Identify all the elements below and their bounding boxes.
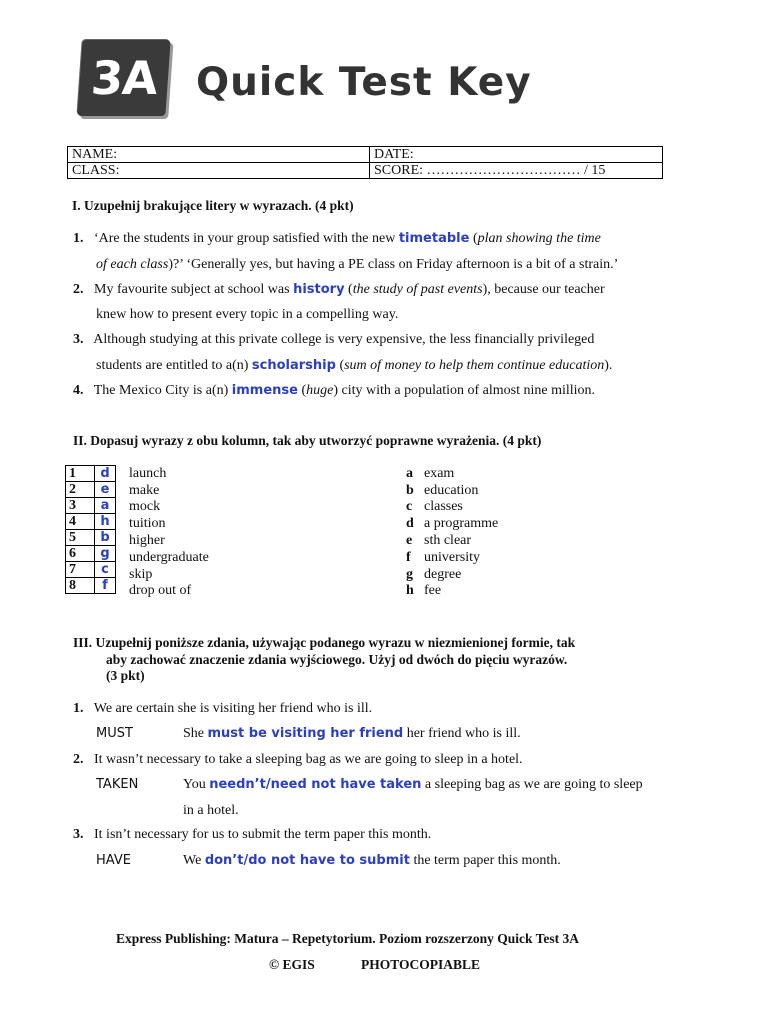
- unit-badge: [77, 40, 170, 116]
- score-cell: [370, 163, 663, 179]
- grid-number: 6: [66, 546, 95, 562]
- right-word: [406, 583, 441, 599]
- grid-row: [66, 546, 116, 562]
- answer: timetable: [398, 231, 470, 246]
- item-text: You: [183, 777, 210, 792]
- left-word: tuition: [129, 516, 166, 531]
- grid-answer: h: [95, 514, 116, 530]
- grid-answer: c: [95, 562, 116, 578]
- grid-number: 4: [66, 514, 95, 530]
- item-text: ), because our teacher: [482, 282, 605, 297]
- item-text: ) city with a population of almost nine million.: [333, 383, 596, 398]
- item-number: 2.: [73, 752, 84, 767]
- right-text: fee: [424, 583, 442, 598]
- item-text: students are entitled to a(n): [96, 358, 252, 373]
- item-text: We are certain she is visiting her friend who is ill.: [93, 701, 373, 716]
- right-text: degree: [424, 567, 462, 582]
- s1-item-2-line2: knew how to present every topic in a compelling way.: [96, 307, 399, 322]
- right-letter: c: [406, 499, 413, 514]
- grid-number: 8: [66, 578, 95, 594]
- grid-number: 1: [66, 466, 95, 482]
- grid-answer: f: [95, 578, 116, 594]
- student-info-table: [67, 146, 663, 179]
- item-text: (: [348, 282, 353, 297]
- item-text: the term paper this month.: [409, 853, 561, 868]
- section-1-heading: I. Uzupełnij brakujące litery w wyrazach. (4 pkt): [72, 198, 354, 213]
- item-number: 3.: [73, 332, 84, 347]
- right-text: education: [424, 483, 479, 498]
- item-number: 1.: [73, 231, 84, 246]
- item-text: (: [301, 383, 307, 398]
- footer-publisher: Express Publishing: Matura – Repetytorium. Poziom rozszerzony Quick Test 3A: [116, 931, 579, 946]
- right-word: [406, 466, 454, 482]
- grid-row: [66, 498, 116, 514]
- grid-answer: g: [95, 546, 116, 562]
- item-text: ).: [604, 358, 613, 373]
- match-answer-grid: [65, 465, 116, 594]
- answer: needn’t/need not have taken: [209, 777, 422, 792]
- s1-item-1-line1: [73, 231, 601, 247]
- answer: scholarship: [251, 358, 336, 373]
- right-word: [406, 516, 498, 532]
- s1-item-4: [73, 383, 595, 399]
- definition: huge: [306, 383, 334, 398]
- right-text: sth clear: [424, 533, 472, 548]
- date-cell: DATE:: [370, 147, 663, 163]
- answer: immense: [231, 383, 298, 398]
- right-letter: b: [406, 483, 414, 498]
- keyword: MUST: [96, 726, 133, 741]
- item-text: She: [183, 726, 208, 741]
- s3-item-1-sentence: [73, 701, 372, 717]
- definition: plan showing the time: [477, 231, 601, 246]
- item-text: Although studying at this private college is very expensive, the less financially privileged: [93, 332, 595, 347]
- grid-number: 3: [66, 498, 95, 514]
- item-number: 4.: [73, 383, 84, 398]
- left-word: mock: [129, 499, 161, 514]
- right-letter: g: [406, 567, 413, 582]
- definition: sum of money to help them continue education: [344, 358, 605, 373]
- s1-item-3-line1: [73, 332, 594, 348]
- s1-item-1-line2: [96, 257, 618, 273]
- answer: don’t/do not have to submit: [204, 853, 410, 868]
- page-title: Quick Test Key: [196, 60, 532, 105]
- right-word: [406, 483, 478, 499]
- s3-item-2-answer-line: [183, 777, 643, 793]
- grid-row: [66, 530, 116, 546]
- s3-item-3-answer-line: [183, 853, 561, 869]
- grid-row: [66, 514, 116, 530]
- item-text: ‘Are the students in your group satisfied with the new: [94, 231, 399, 246]
- section-3-heading-line2: aby zachować znaczenie zdania wyjściowego. Użyj od dwóch do pięciu wyrazów.: [106, 652, 568, 667]
- item-text: The Mexico City is a(n): [93, 383, 232, 398]
- s3-item-3-sentence: [73, 827, 431, 843]
- class-cell: CLASS:: [68, 163, 370, 179]
- item-text: We: [183, 853, 205, 868]
- item-text: her friend who is ill.: [403, 726, 521, 741]
- s3-item-2-line3: in a hotel.: [183, 803, 239, 818]
- item-text: It isn’t necessary for us to submit the term paper this month.: [94, 827, 432, 842]
- right-text: university: [424, 550, 480, 565]
- grid-answer: d: [95, 466, 116, 482]
- right-letter: e: [406, 533, 413, 548]
- grid-number: 5: [66, 530, 95, 546]
- keyword: TAKEN: [96, 777, 139, 792]
- s3-item-2-sentence: [73, 752, 523, 768]
- left-word: higher: [129, 533, 165, 548]
- grid-row: [66, 466, 116, 482]
- grid-answer: b: [95, 530, 116, 546]
- item-text: (: [472, 231, 478, 246]
- left-word: make: [129, 483, 160, 498]
- answer: must be visiting her friend: [207, 726, 404, 741]
- s3-item-1-answer-line: [183, 726, 521, 742]
- grid-row: [66, 578, 116, 594]
- definition: of each class: [96, 257, 169, 272]
- grid-answer: e: [95, 482, 116, 498]
- left-word: undergraduate: [129, 550, 209, 565]
- item-number: 3.: [73, 827, 84, 842]
- right-word: [406, 533, 471, 549]
- item-text: It wasn’t necessary to take a sleeping bag as we are going to sleep in a hotel.: [94, 752, 523, 767]
- unit-badge-text: 3A: [89, 51, 159, 105]
- item-number: 2.: [73, 282, 84, 297]
- item-text: (: [339, 358, 345, 373]
- right-letter: a: [406, 466, 413, 481]
- right-letter: f: [406, 550, 411, 565]
- score-text: SCORE: …………………………… / 15: [374, 163, 606, 178]
- s1-item-3-line2: [96, 358, 612, 374]
- right-text: classes: [424, 499, 463, 514]
- left-word: launch: [129, 466, 167, 481]
- name-cell: NAME:: [68, 147, 370, 163]
- keyword: HAVE: [96, 853, 131, 868]
- grid-row: [66, 562, 116, 578]
- footer-copyright: © EGIS: [269, 957, 315, 972]
- s1-item-2-line1: [73, 282, 605, 298]
- right-word: [406, 499, 463, 515]
- item-text: )?’ ‘Generally yes, but having a PE class on Friday afternoon is a bit of a strain.’: [168, 257, 619, 272]
- right-word: [406, 567, 461, 583]
- right-letter: h: [406, 583, 414, 598]
- grid-row: [66, 482, 116, 498]
- right-text: a programme: [424, 516, 499, 531]
- section-3-heading-line3: (3 pkt): [106, 668, 145, 683]
- item-number: 1.: [73, 701, 84, 716]
- right-letter: d: [406, 516, 414, 531]
- right-word: [406, 550, 480, 566]
- left-word: skip: [129, 567, 153, 582]
- answer: history: [293, 282, 345, 297]
- section-2-heading: II. Dopasuj wyrazy z obu kolumn, tak aby utworzyć poprawne wyrażenia. (4 pkt): [73, 433, 542, 448]
- item-text: a sleeping bag as we are going to sleep: [421, 777, 643, 792]
- right-text: exam: [424, 466, 455, 481]
- left-word: drop out of: [129, 583, 192, 598]
- grid-answer: a: [95, 498, 116, 514]
- item-text: My favourite subject at school was: [94, 282, 294, 297]
- grid-number: 2: [66, 482, 95, 498]
- grid-number: 7: [66, 562, 95, 578]
- section-3-heading-line1: III. Uzupełnij poniższe zdania, używając podanego wyrazu w niezmienionej formie, tak: [73, 635, 576, 650]
- footer-photocopiable: PHOTOCOPIABLE: [361, 957, 481, 972]
- definition: the study of past events: [352, 282, 483, 297]
